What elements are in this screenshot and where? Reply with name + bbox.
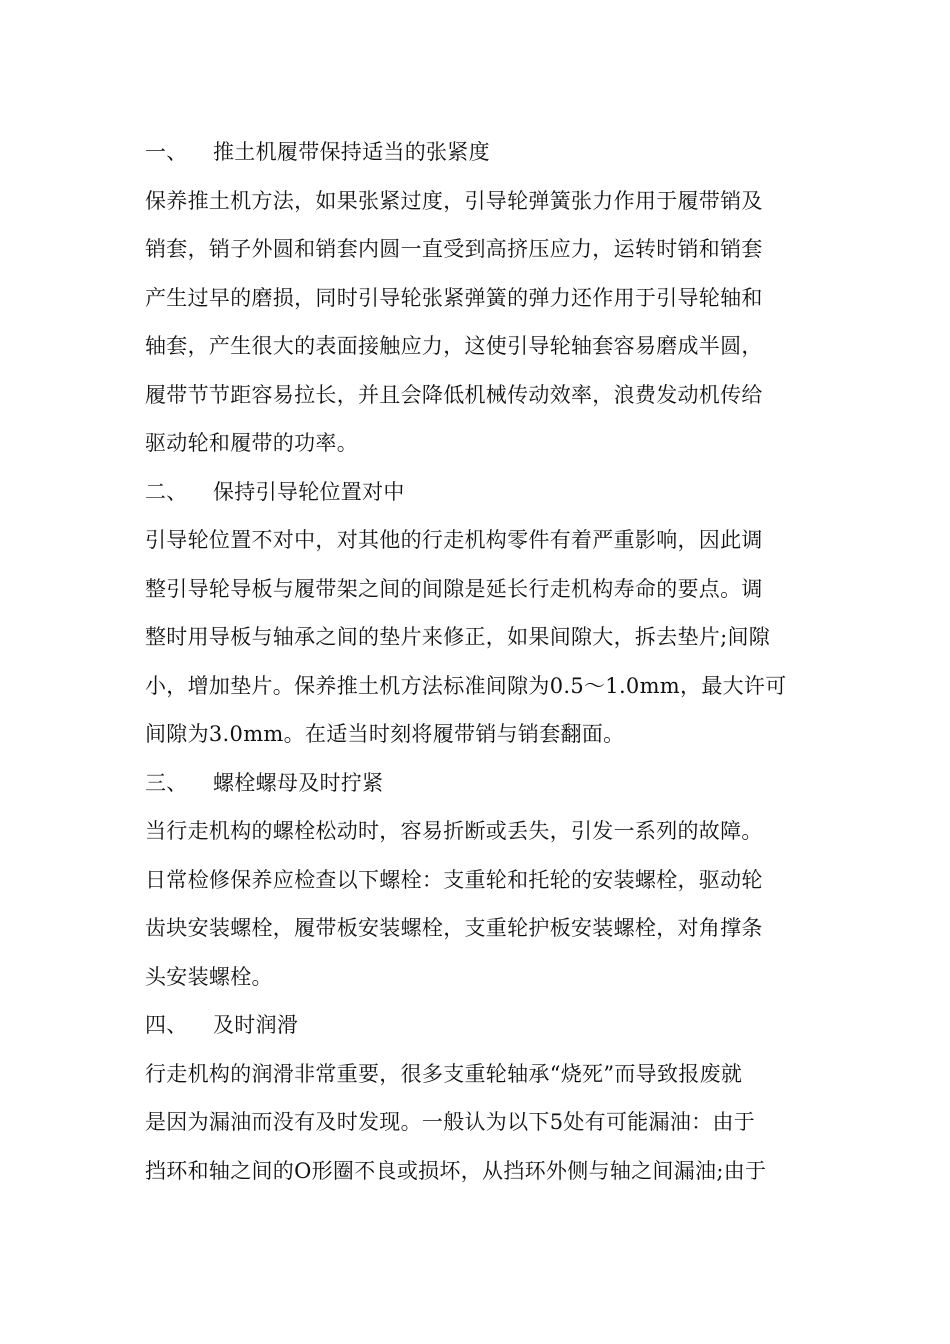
text-line: 履带节节距容易拉长，并且会降低机械传动效率，浪费发动机传给	[145, 382, 763, 407]
section-paragraph-2	[145, 516, 810, 759]
text-line: 间隙为3.0mm。在适当时刻将履带销与销套翻面。	[145, 722, 625, 746]
text-line: 小，增加垫片。保养推土机方法标准间隙为0.5～1.0mm，最大许可	[145, 673, 787, 698]
section-number: 二、	[145, 479, 188, 504]
text-line: 是因为漏油而没有及时发现。一般认为以下5处有可能漏油：由于	[145, 1110, 756, 1134]
text-line: 日常检修保养应检查以下螺栓：支重轮和托轮的安装螺栓，驱动轮	[145, 867, 763, 892]
section-heading-4	[145, 1001, 810, 1050]
document-body	[145, 128, 810, 1195]
text-line: 销套，销子外圆和销套内圆一直受到高挤压应力，运转时销和销套	[145, 237, 763, 261]
section-title: 保持引导轮位置对中	[213, 479, 405, 504]
text-line: 产生过早的磨损，同时引导轮张紧弹簧的弹力还作用于引导轮轴和	[145, 285, 763, 310]
section-number: 三、	[145, 770, 188, 795]
section-number: 一、	[145, 140, 188, 164]
text-line: 保养推土机方法，如果张紧过度，引导轮弹簧张力作用于履带销及	[145, 188, 763, 213]
text-line: 整引导轮导板与履带架之间的间隙是延长行走机构寿命的要点。调	[145, 576, 763, 601]
section-heading-3	[145, 759, 810, 808]
section-heading-2	[145, 468, 810, 517]
text-line: 齿块安装螺栓，履带板安装螺栓，支重轮护板安装螺栓，对角撑条	[145, 916, 763, 940]
text-line: 当行走机构的螺栓松动时，容易折断或丢失，引发一系列的故障。	[145, 819, 763, 843]
text-line: 挡环和轴之间的O形圈不良或损坏，从挡环外侧与轴之间漏油;由于	[145, 1158, 767, 1183]
section-number: 四、	[145, 1013, 188, 1037]
text-line: 轴套，产生很大的表面接触应力，这使引导轮轴套容易磨成半圆，	[145, 334, 763, 358]
text-line: 整时用导板与轴承之间的垫片来修正，如果间隙大，拆去垫片;间隙	[145, 625, 771, 649]
section-paragraph-1	[145, 177, 810, 468]
section-title: 及时润滑	[213, 1013, 299, 1037]
text-line: 引导轮位置不对中，对其他的行走机构零件有着严重影响，因此调	[145, 528, 763, 552]
text-line: 行走机构的润滑非常重要，很多支重轮轴承“烧死”而导致报废就	[145, 1061, 743, 1086]
section-paragraph-3	[145, 807, 810, 1001]
section-heading-1	[145, 128, 810, 177]
text-line: 头安装螺栓。	[145, 964, 273, 989]
section-title: 推土机履带保持适当的张紧度	[213, 140, 490, 164]
section-paragraph-4	[145, 1050, 810, 1196]
section-title: 螺栓螺母及时拧紧	[213, 770, 384, 795]
text-line: 驱动轮和履带的功率。	[145, 431, 358, 455]
